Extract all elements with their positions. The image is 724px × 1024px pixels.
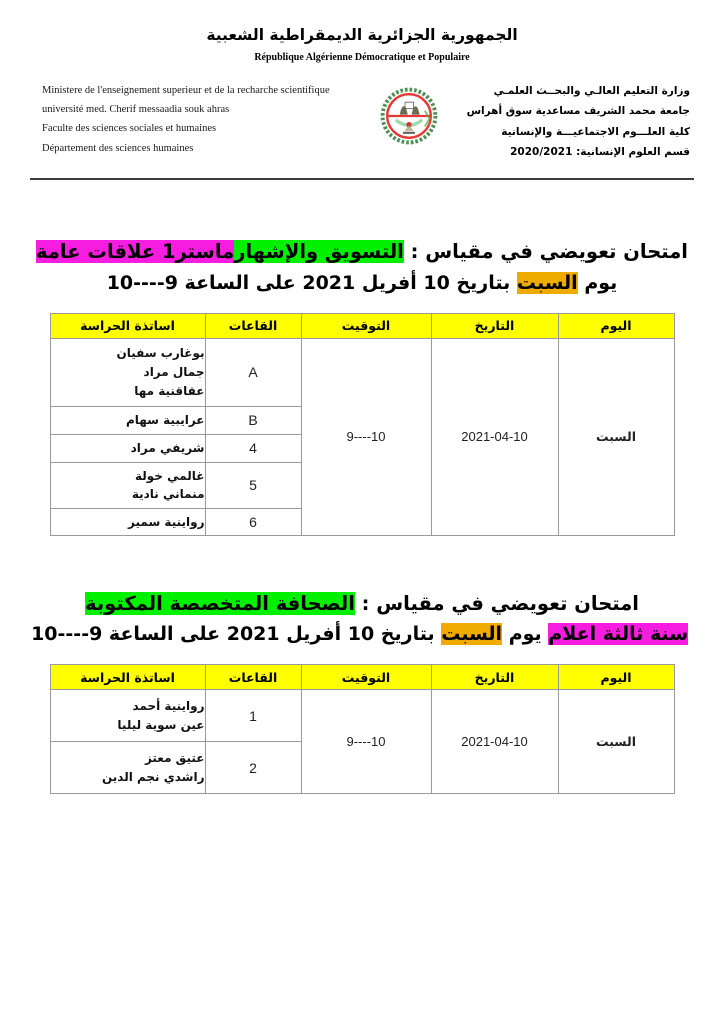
supervisor-name: غالمي خولة bbox=[134, 468, 205, 483]
faculty-line-ar: كلية العلـــوم الاجتماعيـــة والإنسانية bbox=[501, 125, 690, 138]
col-header-time: التوقيت bbox=[301, 313, 431, 338]
title-segment-3: ماستر1 علاقات عامة bbox=[36, 240, 235, 264]
exam-title-2-line1 bbox=[36, 588, 688, 620]
table-body bbox=[50, 338, 674, 535]
cell-day: السبت bbox=[558, 338, 674, 535]
department-line-fr: Département des sciences humaines bbox=[42, 142, 194, 154]
exam-section-1 bbox=[0, 236, 724, 535]
col-header-day: اليوم bbox=[558, 665, 674, 690]
supervisor-name: عتيق معتز bbox=[144, 751, 205, 766]
university-line-ar: جامعة محمد الشريف مساعدية سوق أهراس bbox=[466, 105, 690, 118]
table-row bbox=[50, 690, 674, 742]
institution-header bbox=[0, 81, 724, 163]
cell-time: 10----9 bbox=[301, 338, 431, 535]
title-segment-2: الصحافة المتخصصة المكتوبة bbox=[85, 591, 355, 615]
header-divider bbox=[30, 178, 694, 180]
title-segment-4: بتاريخ 10 أفريل 2021 على الساعة 9----10 bbox=[31, 623, 442, 646]
ministry-line-fr: Ministere de l'enseignement superieur et de la recharche scientifique bbox=[42, 84, 330, 96]
exam-title-1-line1 bbox=[36, 236, 688, 268]
university-emblem-icon bbox=[376, 83, 442, 149]
cell-supervisors bbox=[50, 690, 205, 742]
exam-title-1-line2 bbox=[36, 268, 688, 299]
table-header-row bbox=[50, 665, 674, 690]
title-segment-1: سنة ثالثة اعلام bbox=[548, 623, 688, 646]
cell-day: السبت bbox=[558, 690, 674, 794]
table-header-row bbox=[50, 313, 674, 338]
cell-supervisors bbox=[50, 338, 205, 406]
title-segment-2: يوم bbox=[502, 623, 549, 646]
cell-date: 2021-04-10 bbox=[431, 338, 558, 535]
exam-section-2 bbox=[0, 588, 724, 794]
supervisor-name: راشدي نجم الدين bbox=[101, 769, 205, 784]
university-line-fr: université med. Cherif messaadia souk ahras bbox=[42, 104, 230, 116]
national-header-french: République Algérienne Démocratique et Populaire bbox=[254, 51, 470, 63]
cell-room: 5 bbox=[205, 462, 301, 508]
faculty-line-fr: Faculte des sciences sociales et humaines bbox=[42, 123, 217, 135]
col-header-day: اليوم bbox=[558, 313, 674, 338]
cell-room: 4 bbox=[205, 434, 301, 462]
table-row bbox=[50, 338, 674, 406]
supervisor-name: بوغارب سفيان bbox=[116, 346, 205, 361]
cell-room: 2 bbox=[205, 742, 301, 794]
supervisor-name: عقاقنية مها bbox=[134, 383, 205, 398]
cell-date: 2021-04-10 bbox=[431, 690, 558, 794]
cell-supervisors bbox=[50, 462, 205, 508]
supervisor-name: رواينية أحمد bbox=[132, 699, 205, 714]
col-header-rooms: القاعات bbox=[205, 313, 301, 338]
cell-supervisors bbox=[50, 508, 205, 535]
supervisor-name: جمال مراد bbox=[143, 365, 205, 380]
logo-container bbox=[372, 81, 446, 149]
supervisor-name: شريفي مراد bbox=[130, 441, 205, 456]
col-header-profs: اساتذة الحراسة bbox=[50, 665, 205, 690]
title-segment-1: يوم bbox=[577, 272, 618, 295]
schedule-table-2 bbox=[50, 664, 675, 794]
cell-time: 10----9 bbox=[301, 690, 431, 794]
col-header-profs: اساتذة الحراسة bbox=[50, 313, 205, 338]
national-header-arabic: الجمهورية الجزائرية الديمقراطية الشعبية bbox=[206, 26, 518, 44]
ministry-line-ar: وزارة التعليم العالـي والبحــث العلمـي bbox=[493, 84, 690, 97]
supervisor-name: رواينية سمير bbox=[128, 514, 205, 529]
cell-room: 1 bbox=[205, 690, 301, 742]
department-line-ar: قسم العلوم الإنسانية: 2020/2021 bbox=[510, 146, 690, 158]
col-header-date: التاريخ bbox=[431, 313, 558, 338]
title-segment-1: امتحان تعويضي في مقياس : bbox=[354, 591, 639, 615]
cell-room: B bbox=[205, 406, 301, 434]
title-segment-3: السبت bbox=[441, 623, 503, 646]
institution-arabic-block bbox=[458, 81, 690, 163]
cell-room: A bbox=[205, 338, 301, 406]
supervisor-name: عين سوية ليليا bbox=[117, 717, 205, 732]
cell-supervisors bbox=[50, 434, 205, 462]
cell-supervisors bbox=[50, 742, 205, 794]
col-header-rooms: القاعات bbox=[205, 665, 301, 690]
col-header-date: التاريخ bbox=[431, 665, 558, 690]
schedule-table-1 bbox=[50, 313, 675, 536]
cell-supervisors bbox=[50, 406, 205, 434]
title-segment-2: التسويق والإشهار bbox=[234, 240, 404, 264]
title-segment-2: السبت bbox=[516, 272, 578, 295]
supervisor-name: منماني نادية bbox=[131, 487, 205, 502]
title-segment-3: بتاريخ 10 أفريل 2021 على الساعة 9----10 bbox=[106, 272, 517, 295]
institution-french-block bbox=[42, 81, 360, 159]
title-segment-1: امتحان تعويضي في مقياس : bbox=[403, 240, 688, 264]
supervisor-name: عرايبية سهام bbox=[125, 413, 205, 428]
table-body bbox=[50, 690, 674, 794]
exam-title-1 bbox=[36, 236, 688, 298]
exam-title-2-line2 bbox=[31, 619, 688, 650]
col-header-time: التوقيت bbox=[301, 665, 431, 690]
exam-title-2 bbox=[31, 588, 688, 650]
national-header bbox=[0, 0, 724, 63]
cell-room: 6 bbox=[205, 508, 301, 535]
